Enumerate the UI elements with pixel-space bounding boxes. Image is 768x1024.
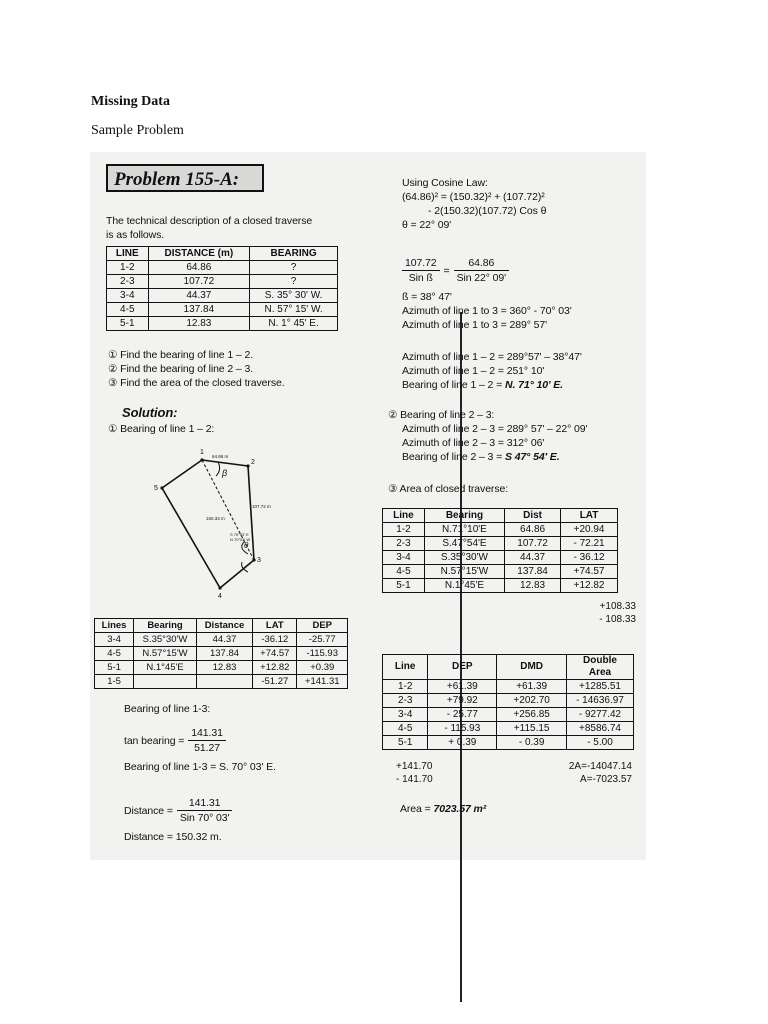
bearing-1-3-title: Bearing of line 1-3:	[124, 703, 211, 715]
table-cell: +74.57	[561, 565, 618, 579]
table-header-row	[95, 619, 348, 633]
header-cell: Dist	[505, 509, 561, 523]
table-cell: 4-5	[107, 303, 149, 317]
tan-fraction	[188, 726, 226, 755]
scanned-page	[90, 152, 646, 860]
table-cell: N.1°45'E	[134, 661, 197, 675]
table-cell: 12.83	[505, 579, 561, 593]
area-total: A=-7023.57	[580, 774, 632, 785]
equals-sign: =	[443, 264, 450, 277]
bearing-1-2-label: Bearing of line 1 – 2 =	[402, 379, 503, 391]
table-row	[383, 523, 618, 537]
azimuth-1-3-line-1: Azimuth of line 1 to 3 = 360° - 70° 03'	[402, 305, 572, 317]
table-row	[383, 565, 618, 579]
table-cell: 3-4	[383, 551, 425, 565]
computation-table	[94, 618, 348, 689]
traverse-table	[106, 246, 338, 331]
azimuth-2-3-line-1: Azimuth of line 2 – 3 = 289° 57' – 22° 09'	[402, 423, 588, 435]
bearing-3-1-label: N 70°03' W	[230, 537, 251, 542]
table-cell: 2-3	[383, 694, 428, 708]
table-row	[107, 289, 338, 303]
station-5-label: 5	[154, 485, 158, 492]
station-3-label: 3	[257, 557, 261, 564]
header-cell: DEP	[297, 619, 348, 633]
distance-numerator: 141.31	[177, 796, 232, 811]
cosine-law-block	[402, 176, 546, 232]
table-cell: +8586.74	[567, 722, 634, 736]
table-row	[383, 579, 618, 593]
table-row	[383, 680, 634, 694]
table-cell: S.35°30'W	[424, 551, 504, 565]
table-cell: 1-2	[383, 680, 428, 694]
table-cell: 3-4	[383, 708, 428, 722]
table-cell: N. 1° 45' E.	[250, 317, 338, 331]
departure-sum-negative: - 141.70	[396, 774, 433, 785]
table-cell: +202.70	[497, 694, 567, 708]
table-row	[95, 661, 348, 675]
table-cell: S.35°30'W	[134, 633, 197, 647]
latitude-sums	[560, 600, 636, 626]
station-3-dot	[252, 558, 255, 561]
header-cell: Distance	[196, 619, 252, 633]
table-cell: - 9277.42	[567, 708, 634, 722]
table-cell: - 14636.97	[567, 694, 634, 708]
distance-fraction	[177, 796, 232, 825]
bearing-2-3-value: S 47° 54' E.	[504, 451, 560, 463]
bearing-1-3-result: Bearing of line 1-3 = S. 70° 03' E.	[124, 761, 276, 773]
table-cell: +12.82	[253, 661, 297, 675]
task-item: ① Find the bearing of line 1 – 2.	[108, 349, 254, 361]
distance-label: Distance =	[124, 804, 173, 817]
table-cell: 107.72	[505, 537, 561, 551]
table-cell: -115.93	[297, 647, 348, 661]
table-cell: N.57°15'W	[424, 565, 504, 579]
cosine-line-2: - 2(150.32)(107.72) Cos θ	[428, 205, 547, 217]
table-cell: 3-4	[107, 289, 149, 303]
table-cell: 137.84	[505, 565, 561, 579]
table-row	[383, 736, 634, 750]
header-cell: LINE	[107, 247, 149, 261]
table-cell: 64.86	[148, 261, 250, 275]
table-cell: - 72.21	[561, 537, 618, 551]
table-cell: 12.83	[148, 317, 250, 331]
cosine-line-1: (64.86)² = (150.32)² + (107.72)²	[402, 191, 545, 203]
header-cell: DEP	[428, 655, 497, 680]
table-cell: 5-1	[383, 736, 428, 750]
header-cell: Bearing	[424, 509, 504, 523]
table-cell: 137.84	[148, 303, 250, 317]
table-cell: ?	[250, 275, 338, 289]
table-cell: 5-1	[107, 317, 149, 331]
azimuth-1-2-line-2: Azimuth of line 1 – 2 = 251° 10'	[402, 365, 545, 377]
station-1-label: 1	[200, 449, 204, 456]
beta-arc	[216, 462, 220, 476]
table-cell: N. 57° 15' W.	[250, 303, 338, 317]
station-4-dot	[218, 586, 221, 589]
sine-law-equation	[402, 256, 509, 285]
table-cell: 4-5	[383, 565, 425, 579]
beta-label: β	[222, 468, 228, 478]
station-5-dot	[160, 486, 163, 489]
table-cell: N.1°45'E	[424, 579, 504, 593]
azimuth-1-3-block	[402, 290, 572, 332]
table-row	[95, 647, 348, 661]
table-header-row	[383, 509, 618, 523]
table-cell: 5-1	[383, 579, 425, 593]
table-row	[95, 633, 348, 647]
header-cell: Lines	[95, 619, 134, 633]
table-row	[107, 261, 338, 275]
length-2-3-label: 107.72 m	[252, 504, 271, 509]
theta-label: θ	[244, 541, 249, 550]
header-cell: DMD	[497, 655, 567, 680]
table-row	[107, 303, 338, 317]
azimuth-2-3-line-2: Azimuth of line 2 – 3 = 312° 06'	[402, 437, 545, 449]
task-list	[108, 348, 285, 390]
table-row	[107, 317, 338, 331]
table-cell: -51.27	[253, 675, 297, 689]
table-row	[383, 694, 634, 708]
tan-numerator: 141.31	[188, 726, 226, 741]
header-cell: Line	[383, 509, 425, 523]
bearing-1-2-value: N. 71° 10' E.	[504, 379, 563, 391]
tan-bearing-equation	[124, 726, 226, 755]
table-cell: - 36.12	[561, 551, 618, 565]
table-cell: 64.86	[505, 523, 561, 537]
traverse-diagram	[130, 444, 280, 604]
line-5-1	[162, 460, 202, 488]
solution-title: Solution:	[122, 405, 178, 420]
table-cell: +74.57	[253, 647, 297, 661]
table-cell: +61.39	[428, 680, 497, 694]
latitude-table	[382, 508, 618, 593]
table-row	[383, 537, 618, 551]
length-1-2-label: 64.86 m	[212, 454, 229, 459]
header-cell: LAT	[253, 619, 297, 633]
table-cell: N.57°15'W	[134, 647, 197, 661]
table-cell: +0.39	[297, 661, 348, 675]
task-item: ② Find the bearing of line 2 – 3.	[108, 363, 254, 375]
table-cell: 4-5	[95, 647, 134, 661]
table-cell: +20.94	[561, 523, 618, 537]
table-cell: S. 35° 30' W.	[250, 289, 338, 303]
table-cell: N.71°10'E	[424, 523, 504, 537]
header-cell: Double Area	[567, 655, 634, 680]
step2-title: ② Bearing of line 2 – 3:	[388, 409, 495, 421]
line-3-4	[220, 560, 254, 588]
table-cell: 137.84	[196, 647, 252, 661]
header-cell: Line	[383, 655, 428, 680]
table-header-row	[383, 655, 634, 680]
intro-line-1: The technical description of a closed traverse	[106, 215, 313, 227]
bearing-1-3-label: S 70°03' E	[230, 532, 249, 537]
problem-banner: Problem 155-A:	[106, 164, 264, 192]
table-cell: +115.15	[497, 722, 567, 736]
table-cell: +79.92	[428, 694, 497, 708]
table-cell: 2-3	[107, 275, 149, 289]
area-sums	[542, 760, 632, 786]
azimuth-1-2-line-1: Azimuth of line 1 – 2 = 289°57' – 38°47'	[402, 351, 582, 363]
header-cell: BEARING	[250, 247, 338, 261]
station-2-dot	[246, 464, 249, 467]
table-cell: 1-2	[107, 261, 149, 275]
bearing-1-2-result	[402, 378, 582, 392]
table-cell: - 5.00	[567, 736, 634, 750]
table-cell	[134, 675, 197, 689]
cosine-title: Using Cosine Law:	[402, 177, 488, 189]
step3-title: ③ Area of closed traverse:	[388, 483, 509, 495]
doc-heading: Missing Data	[91, 94, 170, 109]
table-cell: - 0.39	[497, 736, 567, 750]
final-area-value: 7023.57 m²	[433, 803, 487, 815]
departure-sum-positive: +141.70	[396, 761, 433, 772]
task-item: ③ Find the area of the closed traverse.	[108, 377, 285, 389]
table-cell: -36.12	[253, 633, 297, 647]
sine-right-denominator: Sin 22° 09'	[456, 272, 507, 284]
tan-label: tan bearing =	[124, 734, 185, 747]
latitude-sum-positive: +108.33	[599, 601, 636, 612]
intro-line-2: is as follows.	[106, 229, 165, 241]
table-cell: 44.37	[505, 551, 561, 565]
table-cell: 5-1	[95, 661, 134, 675]
table-header-row	[107, 247, 338, 261]
table-cell: - 115.93	[428, 722, 497, 736]
station-4-label: 4	[218, 593, 222, 600]
table-row	[383, 551, 618, 565]
table-cell: 44.37	[196, 633, 252, 647]
table-row	[107, 275, 338, 289]
bearing-2-3-result	[388, 450, 587, 464]
table-cell: S.47°54'E	[424, 537, 504, 551]
table-row	[95, 675, 348, 689]
distance-equation	[124, 796, 232, 825]
table-cell: 12.83	[196, 661, 252, 675]
table-row	[383, 708, 634, 722]
beta-value: ß = 38° 47'	[402, 291, 452, 303]
table-cell: 107.72	[148, 275, 250, 289]
table-cell: 44.37	[148, 289, 250, 303]
azimuth-1-2-block	[402, 350, 582, 392]
double-area-total: 2A=-14047.14	[568, 761, 632, 772]
table-row	[383, 722, 634, 736]
line-1-2	[202, 460, 248, 466]
table-cell: +1285.51	[567, 680, 634, 694]
sine-fraction-left	[402, 256, 440, 285]
table-cell	[196, 675, 252, 689]
table-cell: + 0.39	[428, 736, 497, 750]
table-cell: 3-4	[95, 633, 134, 647]
table-cell: 4-5	[383, 722, 428, 736]
length-1-3-label: 150.33 m	[206, 516, 225, 521]
theta-value: θ = 22° 09'	[402, 219, 452, 231]
table-cell: 1-2	[383, 523, 425, 537]
step1-title: ① Bearing of line 1 – 2:	[108, 423, 215, 435]
table-cell: +61.39	[497, 680, 567, 694]
header-cell: Bearing	[134, 619, 197, 633]
final-area	[400, 802, 486, 816]
line-2-3	[248, 466, 254, 560]
step2-block	[388, 408, 587, 464]
table-cell: - 25.77	[428, 708, 497, 722]
final-area-label: Area =	[400, 803, 431, 815]
table-cell: 2-3	[383, 537, 425, 551]
table-cell: +12.82	[561, 579, 618, 593]
departure-sums	[396, 760, 454, 786]
line-4-5	[162, 488, 220, 588]
distance-result: Distance = 150.32 m.	[124, 831, 222, 843]
table-cell: 1-5	[95, 675, 134, 689]
sine-fraction-right	[454, 256, 509, 285]
sine-left-denominator: Sin ß	[408, 272, 433, 284]
latitude-sum-negative: - 108.33	[599, 614, 636, 625]
azimuth-1-3-line-2: Azimuth of line 1 to 3 = 289° 57'	[402, 319, 548, 331]
double-area-table	[382, 654, 634, 750]
doc-subheading: Sample Problem	[91, 123, 184, 138]
sine-right-numerator: 64.86	[454, 256, 509, 271]
sine-left-numerator: 107.72	[402, 256, 440, 271]
problem-intro	[106, 214, 312, 242]
table-cell: +141.31	[297, 675, 348, 689]
table-cell: ?	[250, 261, 338, 275]
station-2-label: 2	[251, 459, 255, 466]
station-1-dot	[200, 458, 203, 461]
table-cell: +256.85	[497, 708, 567, 722]
tan-denominator: 51.27	[194, 742, 220, 754]
header-cell: DISTANCE (m)	[148, 247, 250, 261]
distance-denominator: Sin 70° 03'	[179, 812, 230, 824]
table-cell: -25.77	[297, 633, 348, 647]
bearing-2-3-label: Bearing of line 2 – 3 =	[402, 451, 503, 463]
header-cell: LAT	[561, 509, 618, 523]
